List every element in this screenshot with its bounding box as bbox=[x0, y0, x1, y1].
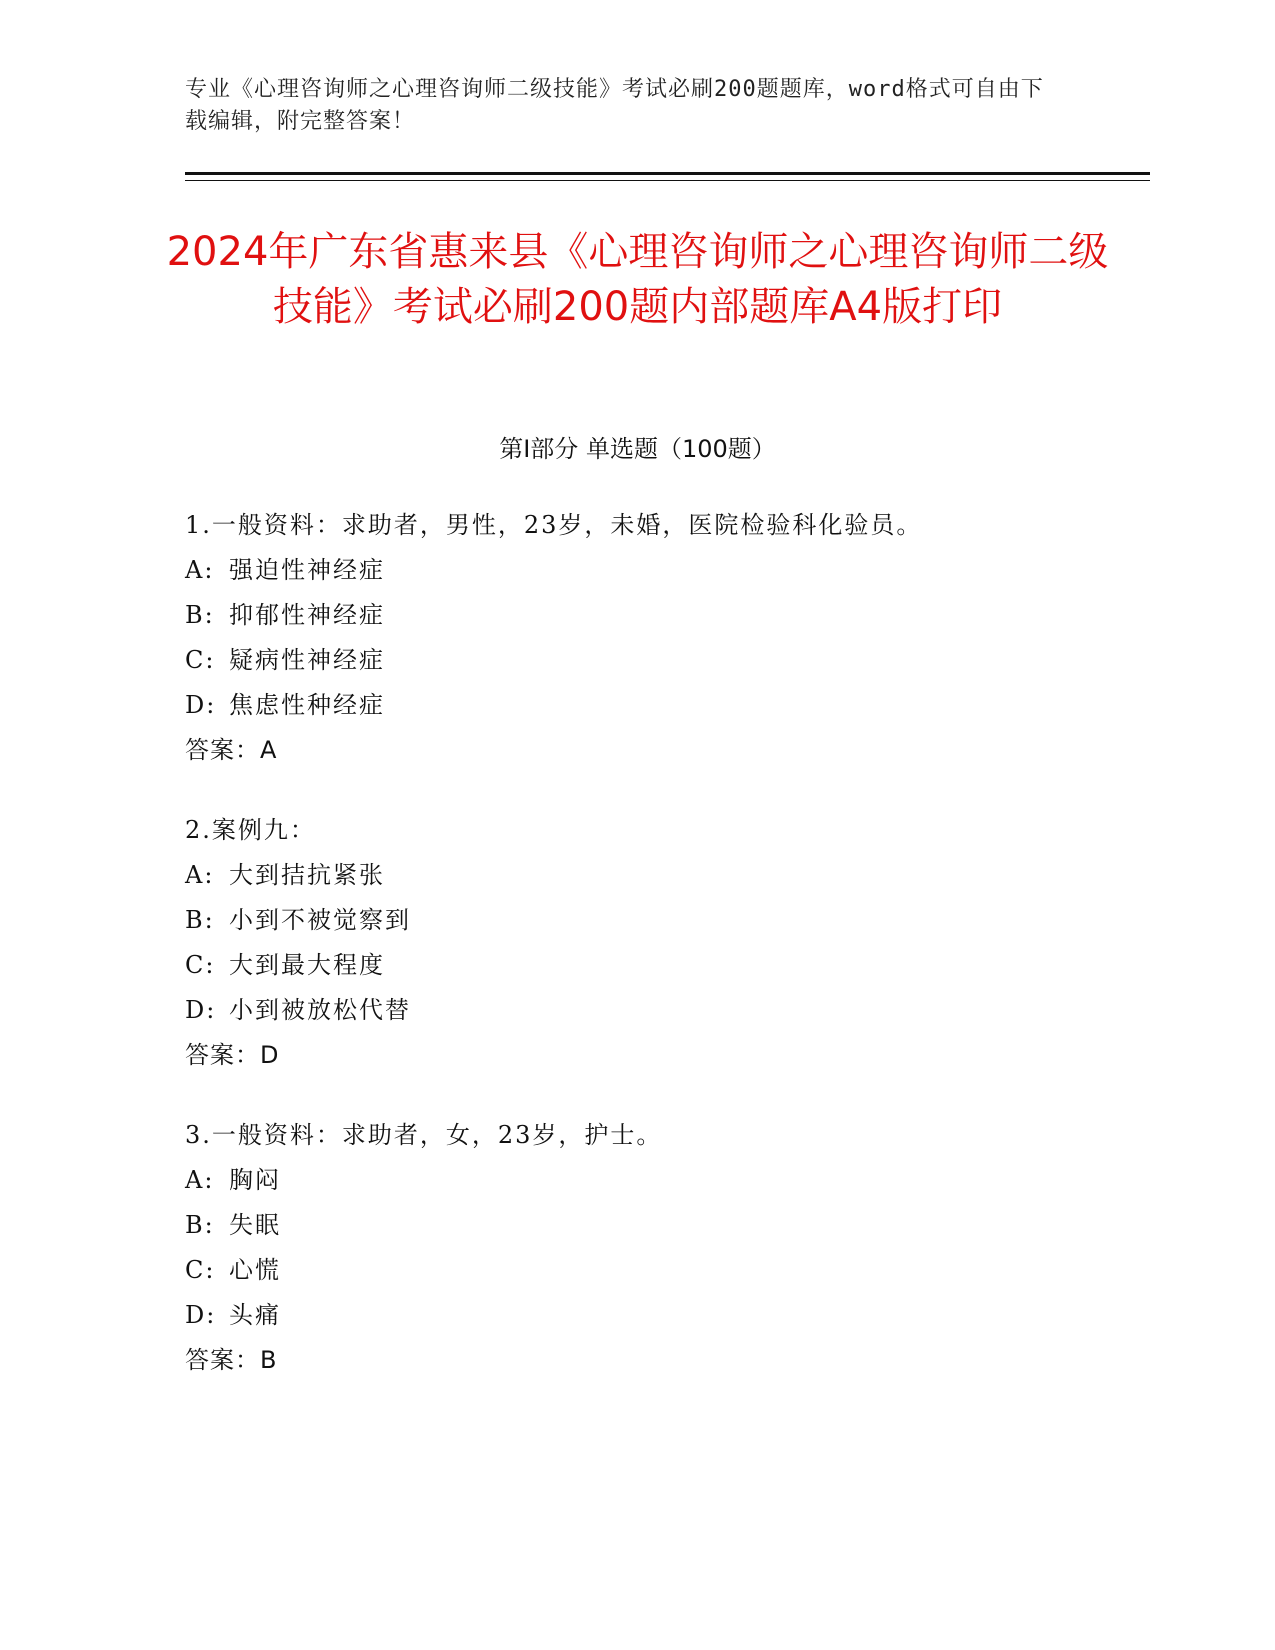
header-rule-thin bbox=[185, 180, 1150, 181]
question-option-b bbox=[185, 898, 1085, 943]
question-option-a bbox=[185, 548, 1085, 593]
option-letter: B: bbox=[185, 1211, 215, 1239]
header-rule-thick bbox=[185, 172, 1150, 175]
question-stem: 3.一般资料：求助者，女，23岁，护士。 bbox=[185, 1121, 663, 1149]
question-option-d bbox=[185, 988, 1085, 1033]
option-text: 胸闷 bbox=[229, 1166, 281, 1194]
option-text: 大到最大程度 bbox=[229, 951, 385, 979]
question-1 bbox=[185, 503, 1085, 773]
question-option-b bbox=[185, 1203, 1085, 1248]
question-option-c bbox=[185, 943, 1085, 988]
option-text: 小到不被觉察到 bbox=[229, 906, 411, 934]
option-letter: D: bbox=[185, 1301, 217, 1329]
option-text: 强迫性神经症 bbox=[229, 556, 385, 584]
question-option-d bbox=[185, 683, 1085, 728]
option-letter: C: bbox=[185, 1256, 216, 1284]
question-option-a bbox=[185, 1158, 1085, 1203]
question-stem: 2.案例九： bbox=[185, 816, 316, 844]
question-stem: 1.一般资料：求助者，男性，23岁，未婚，医院检验科化验员。 bbox=[185, 511, 923, 539]
option-text: 疑病性神经症 bbox=[229, 646, 385, 674]
question-answer: 答案：B bbox=[185, 1346, 278, 1374]
option-text: 大到拮抗紧张 bbox=[229, 861, 385, 889]
option-letter: B: bbox=[185, 906, 215, 934]
question-option-c bbox=[185, 1248, 1085, 1293]
option-letter: A: bbox=[185, 1166, 215, 1194]
option-letter: A: bbox=[185, 861, 215, 889]
option-letter: B: bbox=[185, 601, 215, 629]
question-2 bbox=[185, 808, 1085, 1078]
option-text: 小到被放松代替 bbox=[229, 996, 411, 1024]
question-option-c bbox=[185, 638, 1085, 683]
option-text: 焦虑性种经症 bbox=[229, 691, 385, 719]
option-text: 失眠 bbox=[229, 1211, 281, 1239]
option-letter: C: bbox=[185, 646, 216, 674]
question-answer: 答案：D bbox=[185, 1041, 280, 1069]
question-answer: 答案：A bbox=[185, 736, 278, 764]
header-note: 专业《心理咨询师之心理咨询师二级技能》考试必刷200题题库，word格式可自由下载编辑，附完整答案！ bbox=[185, 77, 1044, 134]
document-title: 2024年广东省惠来县《心理咨询师之心理咨询师二级技能》考试必刷200题内部题库A4版打印 bbox=[166, 229, 1109, 330]
option-letter: D: bbox=[185, 691, 217, 719]
option-letter: D: bbox=[185, 996, 217, 1024]
question-option-d bbox=[185, 1293, 1085, 1338]
question-3 bbox=[185, 1113, 1085, 1383]
option-text: 抑郁性神经症 bbox=[229, 601, 385, 629]
option-text: 心慌 bbox=[229, 1256, 281, 1284]
option-letter: A: bbox=[185, 556, 215, 584]
question-option-b bbox=[185, 593, 1085, 638]
section-title: 第Ⅰ部分 单选题（100题） bbox=[499, 435, 776, 463]
option-text: 头痛 bbox=[229, 1301, 281, 1329]
option-letter: C: bbox=[185, 951, 216, 979]
question-option-a bbox=[185, 853, 1085, 898]
